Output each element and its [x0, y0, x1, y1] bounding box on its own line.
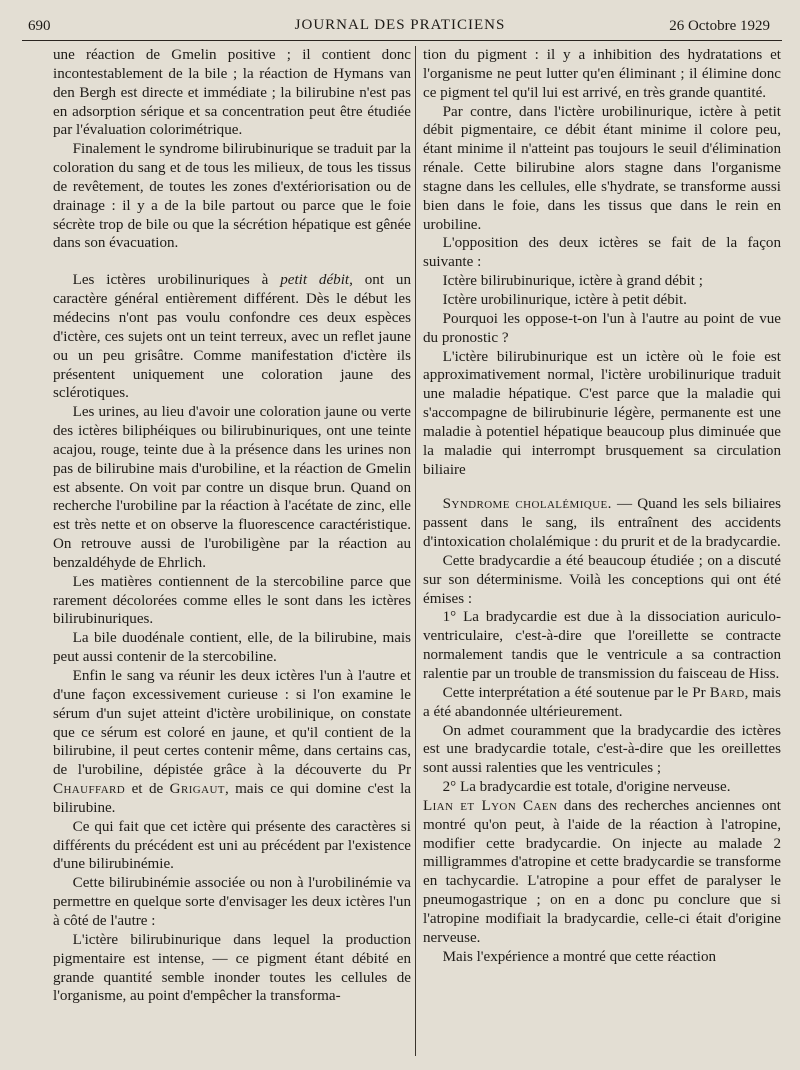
paragraph: tion du pigment : il y a inhibition des hydratations et l'organisme ne peut lutter qu'en éliminant ; il élimine donc ce pigment tel qu'il lui est arrivé, en très grande quantité. — [423, 47, 781, 101]
paragraph: Par contre, dans l'ictère urobilinurique, ictère à petit débit pigmentaire, ce débit étant minime il colore peu, étant minime il n'atteint pas toujours le seuil d'élimination rénale. Cette bilirubine alors stagne dans l'organisme stagne dans les cellules, elle s'hydrate, se transforme aussi bien dans le foie, dans les tissus que dans le rein en urobiline. — [423, 103, 781, 233]
author-name: Lian et Lyon Caen — [423, 797, 558, 814]
paragraph: Les ictères urobilinuriques à petit débit, ont un caractère général entièrement différent. Dès le début les médecins n'ont pas voulu confondre ces deux espèces d'ictère, ces sujets ont un teint terreux, avec un reflet jaune ou un peu grisâtre. Comme manifestation d'ictère ils présentent uniquement une coloration jaune des sclérotiques. — [53, 272, 411, 402]
paragraph: Cette bilirubinémie associée ou non à l'urobilinémie va permettre en quelque sorte d'envisager les deux ictères l'un à côté de l'autre : — [53, 875, 411, 929]
journal-title: JOURNAL DES PRATICIENS — [294, 17, 506, 33]
page-number: 690 — [28, 18, 51, 34]
author-name: Chauffard — [53, 781, 126, 798]
page-header — [0, 14, 800, 40]
paragraph: L'ictère bilirubinurique est un ictère où le foie est approximativement normal, l'ictère urobilinurique traduit une maladie hépatique. C'est parce que la maladie qui s'accompagne de bilirubinurie légère, permanente est une maladie à potentiel hépatique beaucoup plus diminuée que la maladie qui interrompt brusquement sa circulation biliaire — [423, 348, 781, 478]
paragraph: L'ictère bilirubinurique dans lequel la production pigmentaire est intense, — ce pigment étant débité en grande quantité semble inonder toutes les cellules de l'organisme, au point d'empêcher la transforma- — [53, 931, 411, 1005]
author-name: Grigaut — [169, 781, 225, 798]
left-column — [53, 46, 411, 1006]
paragraph: Lian et Lyon Caen dans des recherches anciennes ont montré qu'on peut, à l'aide de la réaction à l'atropine, modifier cette bradycardie. On injecte au malade 2 milligrammes d'atropine et cette bradycardie se transforme en tachycardie. L'atropine a pour effet de paralyser le pneumogastrique ; on en a donc pu conclure que si l'atropine modifiait la bradycardie, celle-ci était d'origine nerveuse. — [423, 797, 781, 946]
paragraph: une réaction de Gmelin positive ; il contient donc incontestablement de la bile ; la réaction de Hymans van den Bergh est directe et immédiate ; la bilirubine n'est pas en adsorption sérique et sa concentration peut être étudiée par l'évaluation colorimétrique. — [53, 47, 411, 139]
paragraph: Les matières contiennent de la stercobiline parce que rarement décolorées comme elles le sont dans les ictères bilirubinuriques. — [53, 573, 411, 628]
paragraph: 1° La bradycardie est due à la dissociation auriculo-ventriculaire, c'est-à-dire que l'oreillette se contracte normalement tandis que le ventricule a sa contraction ralentie par un trouble de transmission du faisceau de Hiss. — [423, 609, 781, 682]
paragraph: Cette interprétation a été soutenue par le Pr Bard, mais a été abandonnée ultérieurement. — [423, 684, 781, 720]
paragraph: Ce qui fait que cet ictère qui présente des caractères si différents du précédent est uni au précédent par l'existence d'une bilirubinémie. — [53, 818, 411, 873]
paragraph: Mais l'expérience a montré que cette réaction — [442, 948, 717, 965]
right-column — [423, 46, 781, 967]
column-divider — [415, 46, 416, 1056]
paragraph: Cette bradycardie a été beaucoup étudiée ; on a discuté sur son déterminisme. Voilà les conceptions qui ont été émises : — [423, 552, 781, 607]
section-heading: Syndrome cholalémique. — [442, 496, 612, 513]
emphasis: petit débit, — [280, 272, 353, 289]
paragraph: 2° La bradycardie est totale, d'origine nerveuse. — [442, 779, 731, 796]
list-item: Ictère urobilinurique, ictère à petit débit. — [442, 291, 687, 308]
paragraph: Enfin le sang va réunir les deux ictères l'un à l'autre et d'une façon excessivement curieuse : si l'on examine le sérum d'un sujet atteint d'ictère urobilinique, on constate que ce sérum est coloré en jaune, et qu'il contient de la bilirubine, il peut certes contenir même, dans certains cas, de l'urobiline, dépistée grâce à la découverte du Pr Chauffard et de Grigaut, mais ce qui domine c'est la bilirubine. — [53, 668, 411, 816]
paragraph: On admet couramment que la bradycardie des ictères est une bradycardie totale, c'est-à-dire que les oreillettes sont aussi ralenties que les ventricules ; — [423, 722, 781, 777]
author-name: Bard — [709, 684, 745, 701]
paragraph: Pourquoi les oppose-t-on l'un à l'autre au point de vue du pronostic ? — [423, 310, 781, 346]
header-rule — [22, 40, 782, 41]
paragraph: Finalement le syndrome bilirubinurique se traduit par la coloration du sang et de tous les milieux, de tous les tissus de revêtement, de toutes les zones d'extériorisation ou de drainage : il y a de la bile partout ou parce que le foie sécrète trop de bile ou que la sécrétion hépatique est gênée dans son évacuation. — [53, 141, 411, 252]
list-item: Ictère bilirubinurique, ictère à grand débit ; — [442, 273, 703, 290]
paragraph: L'opposition des deux ictères se fait de la façon suivante : — [423, 235, 781, 271]
section-paragraph: Syndrome cholalémique. — Quand les sels biliaires passent dans le sang, ils entraînent des accidents d'intoxication cholalémique : du prurit et de la bradycardie. — [423, 496, 781, 551]
issue-date: 26 Octobre 1929 — [669, 18, 770, 34]
paragraph: La bile duodénale contient, elle, de la bilirubine, mais peut aussi contenir de la stercobiline. — [53, 630, 411, 666]
paragraph: Les urines, au lieu d'avoir une coloration jaune ou verte des ictères biliphéiques ou bilirubinuriques, ont une teinte acajou, rouge, teinte due à la présence dans les urines non pas de bilirubine mais d'urobiline, et la réaction de Gmelin est absente. On voit par contre un disque brun. Quand on recherche l'urobiline par la réaction à l'acétate de zinc, elle est très nette et on observe la fluorescence caractéristique. On retrouve aussi de l'urobiligène par la réaction au benzaldéhyde de Ehrlich. — [53, 404, 411, 571]
